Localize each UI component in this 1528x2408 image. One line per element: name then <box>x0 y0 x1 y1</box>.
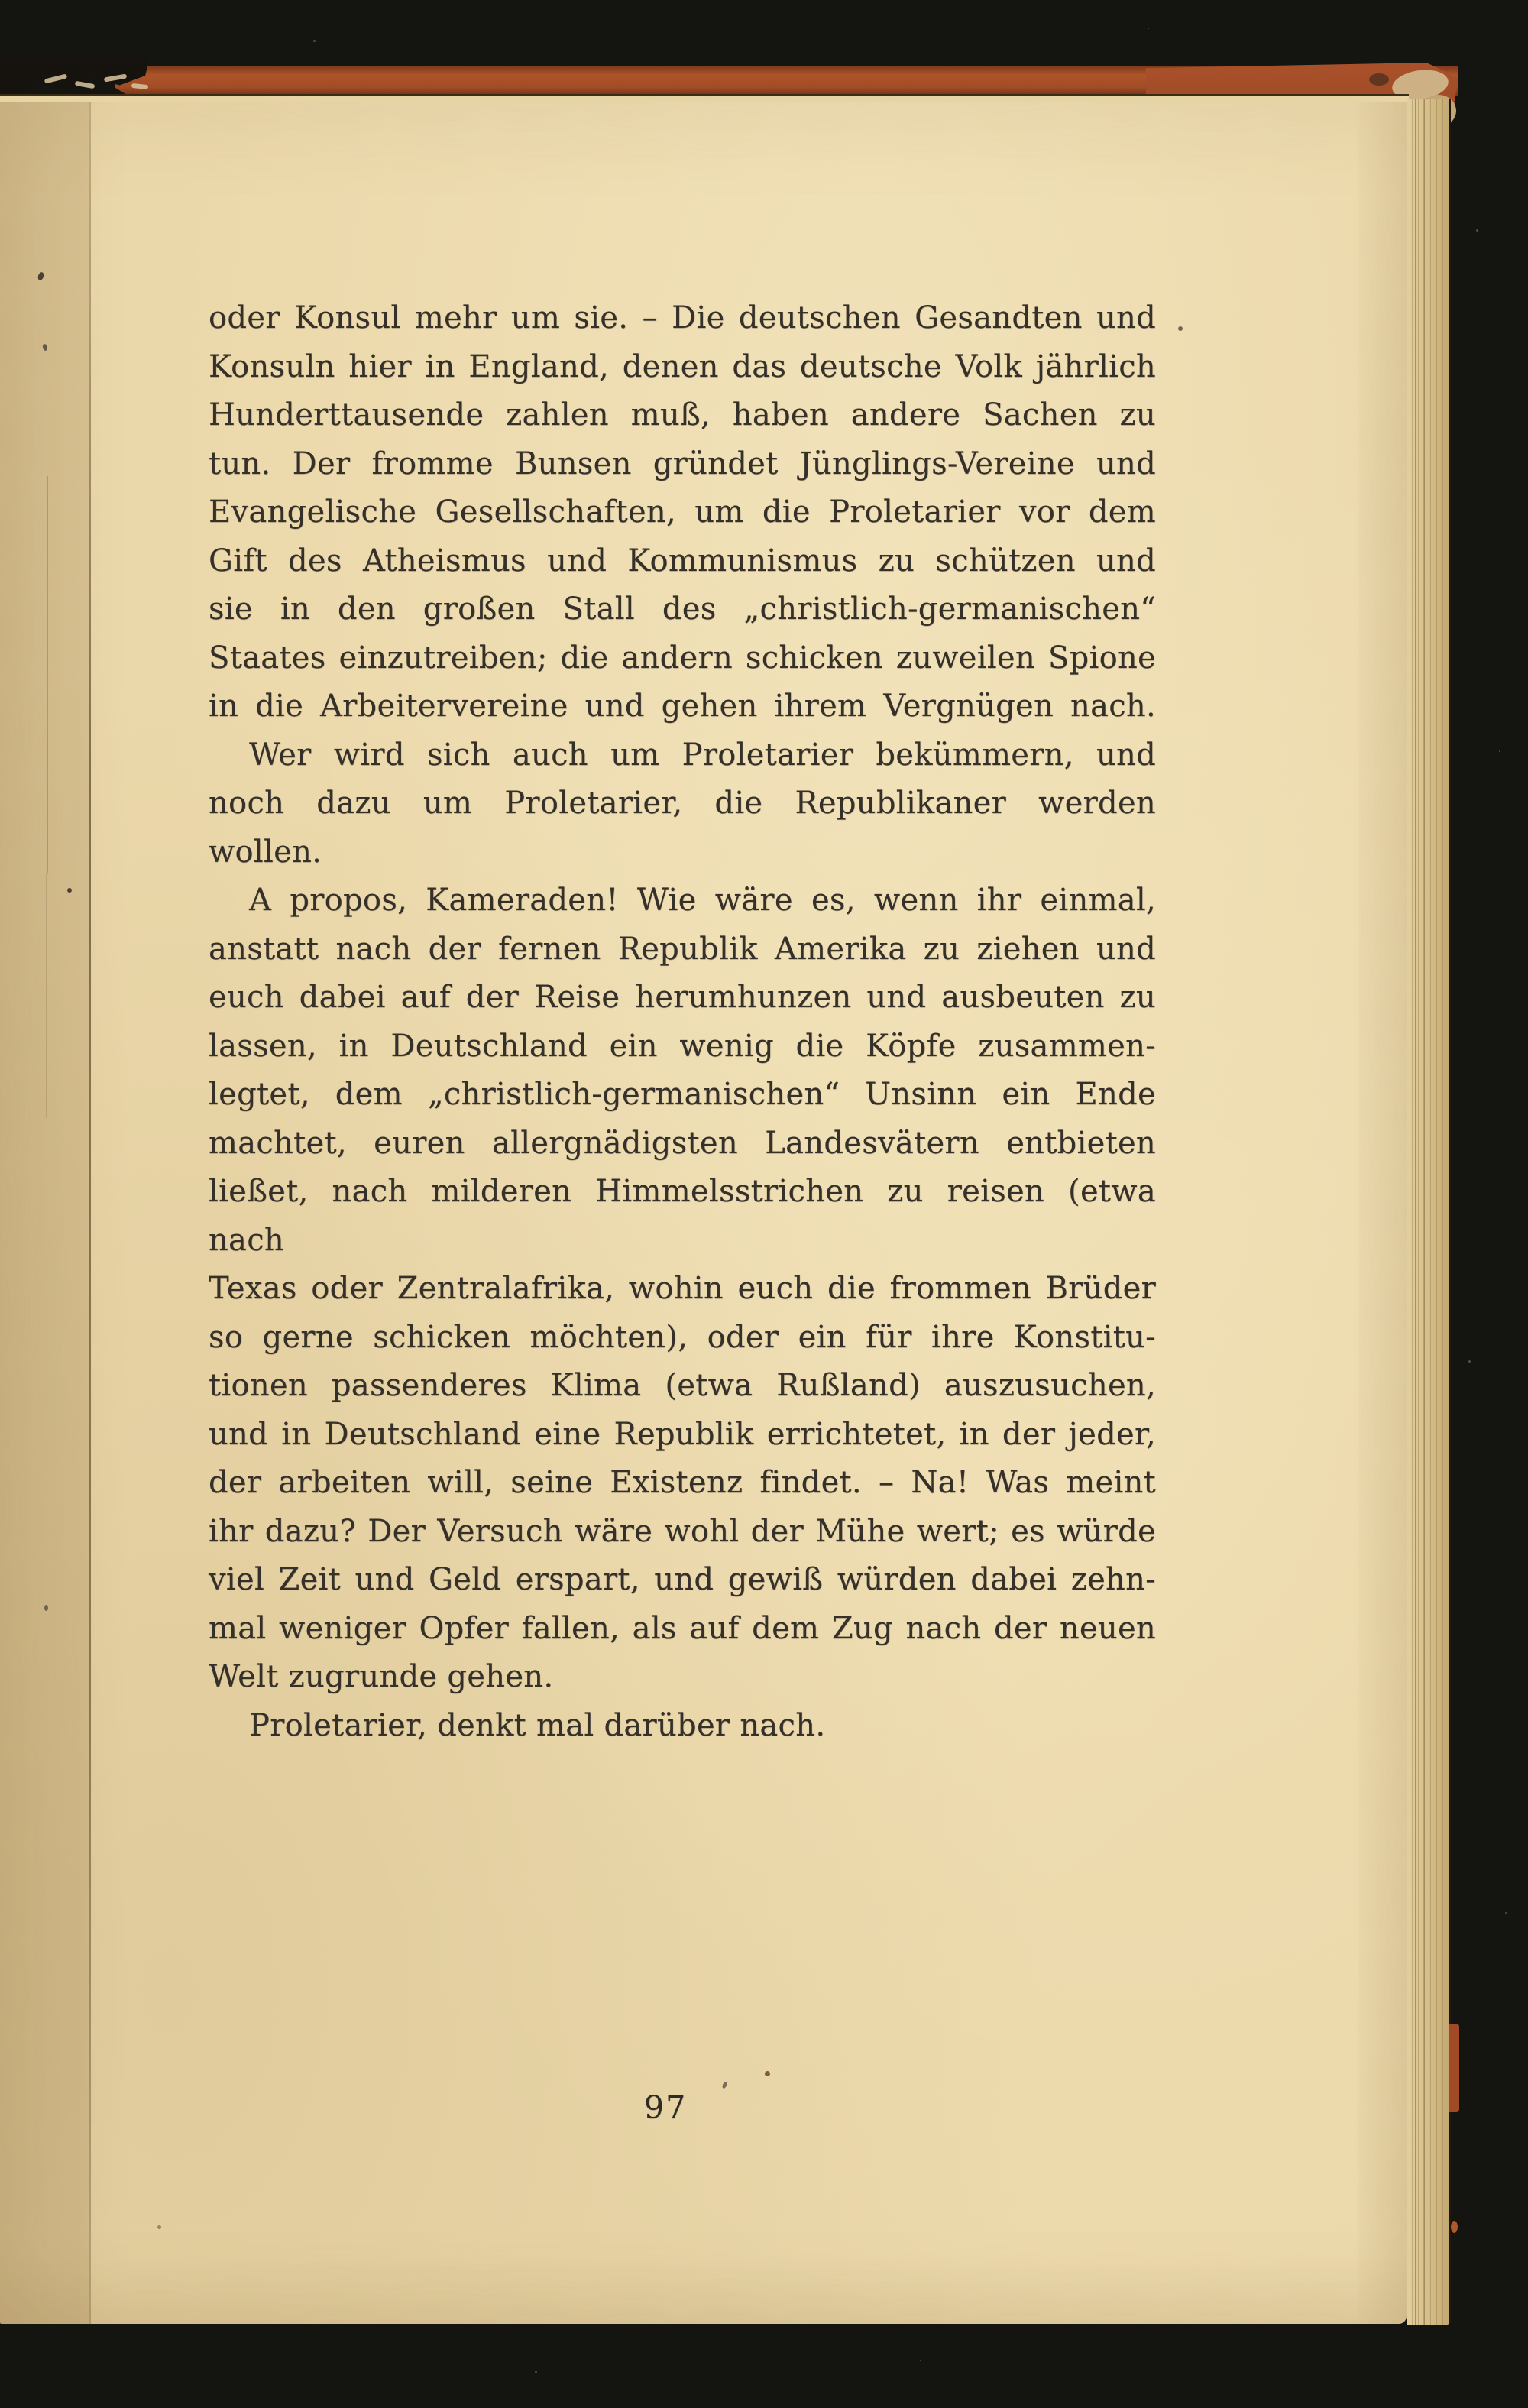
text-line: wollen. <box>209 834 322 870</box>
text-line: tun. Der fromme Bunsen gründet Jünglings-Vereine und <box>209 446 1156 481</box>
spine-stitch <box>75 81 96 89</box>
page-edge-line <box>1415 99 1416 2325</box>
text-line: Proletarier, denkt mal darüber nach. <box>249 1707 826 1743</box>
text-line: anstatt nach der fernen Republik Amerika zu ziehen und <box>209 931 1156 967</box>
text-line: sie in den großen Stall des „christlich-germanischen“ <box>209 591 1156 627</box>
paper-speck <box>765 2071 770 2076</box>
page-edge-line <box>1423 99 1425 2325</box>
page-number: 97 <box>644 2089 688 2126</box>
text-line: Konsuln hier in England, denen das deutsche Volk jährlich <box>209 348 1156 384</box>
text-line: in die Arbeitervereine und gehen ihrem Vergnügen nach. <box>209 689 1156 724</box>
gutter-fold-line <box>89 102 91 2324</box>
paper-speck <box>67 888 72 893</box>
text-line: Evangelische Gesellschaften, um die Proletarier vor dem <box>209 494 1156 530</box>
text-line: ihr dazu? Der Versuch wäre wohl der Mühe wert; es würde <box>209 1513 1156 1549</box>
paper-crease <box>47 476 48 873</box>
text-line: lassen, in Deutschland ein wenig die Köpfe zusammen- <box>209 1028 1156 1064</box>
dust-speck <box>535 2371 537 2373</box>
page-fore-edge-stack <box>1407 99 1451 2325</box>
text-line: ließet, nach milderen Himmelsstrichen zu reisen (etwa nach <box>209 1174 1156 1258</box>
cover-red-dot <box>1451 2221 1458 2233</box>
dust-speck <box>1499 750 1500 752</box>
text-line: noch dazu um Proletarier, die Republikaner werden <box>209 786 1156 821</box>
dust-speck <box>920 2360 921 2361</box>
paper-speck <box>157 2225 161 2229</box>
text-line: mal weniger Opfer fallen, als auf dem Zug nach der neuen <box>209 1610 1156 1646</box>
text-line: so gerne schicken möchten), oder ein für ihre Konstitu- <box>209 1319 1156 1355</box>
dust-speck <box>1148 28 1149 29</box>
dust-speck <box>1468 1360 1471 1363</box>
text-line: oder Konsul mehr um sie. – Die deutschen Gesandten und <box>209 300 1156 335</box>
text-line: und in Deutschland eine Republik errichtetet, in der jeder, <box>209 1416 1156 1452</box>
text-line: Staates einzutreiben; die andern schicken zuweilen Spione <box>209 640 1156 676</box>
text-line: tionen passenderes Klima (etwa Rußland) auszusuchen, <box>209 1368 1156 1403</box>
dust-speck <box>1505 1912 1507 1914</box>
paper-speck <box>1178 326 1183 331</box>
text-line: A propos, Kameraden! Wie wäre es, wenn ihr einmal, <box>249 883 1156 918</box>
paper-crease <box>46 873 47 1118</box>
text-line: machtet, euren allergnädigsten Landesvätern entbieten <box>209 1125 1156 1161</box>
text-line: Wer wird sich auch um Proletarier bekümmern, und <box>249 737 1156 773</box>
cover-red-sliver <box>1449 2024 1459 2112</box>
text-line: euch dabei auf der Reise herumhunzen und ausbeuten zu <box>209 980 1156 1015</box>
cover-worn-notch <box>1369 73 1389 86</box>
dust-speck <box>313 40 316 42</box>
gutter-shadow <box>0 102 89 2324</box>
paper-speck <box>44 1605 48 1611</box>
text-line: Gift des Atheismus und Kommunismus zu schützen und <box>209 543 1156 579</box>
dust-speck <box>1476 229 1478 232</box>
text-line: Texas oder Zentralafrika, wohin euch die frommen Brüder <box>209 1271 1156 1306</box>
text-line: Hunderttausende zahlen muß, haben andere Sachen zu <box>209 397 1156 433</box>
text-line: der arbeiten will, seine Existenz findet. – Na! Was meint <box>209 1465 1156 1500</box>
text-line: legtet, dem „christlich-germanischen“ Unsinn ein Ende <box>209 1077 1156 1112</box>
text-line: viel Zeit und Geld erspart, und gewiß würden dabei zehn- <box>209 1562 1156 1597</box>
text-line: Welt zugrunde gehen. <box>209 1659 554 1694</box>
page-text-block <box>209 294 1156 1750</box>
